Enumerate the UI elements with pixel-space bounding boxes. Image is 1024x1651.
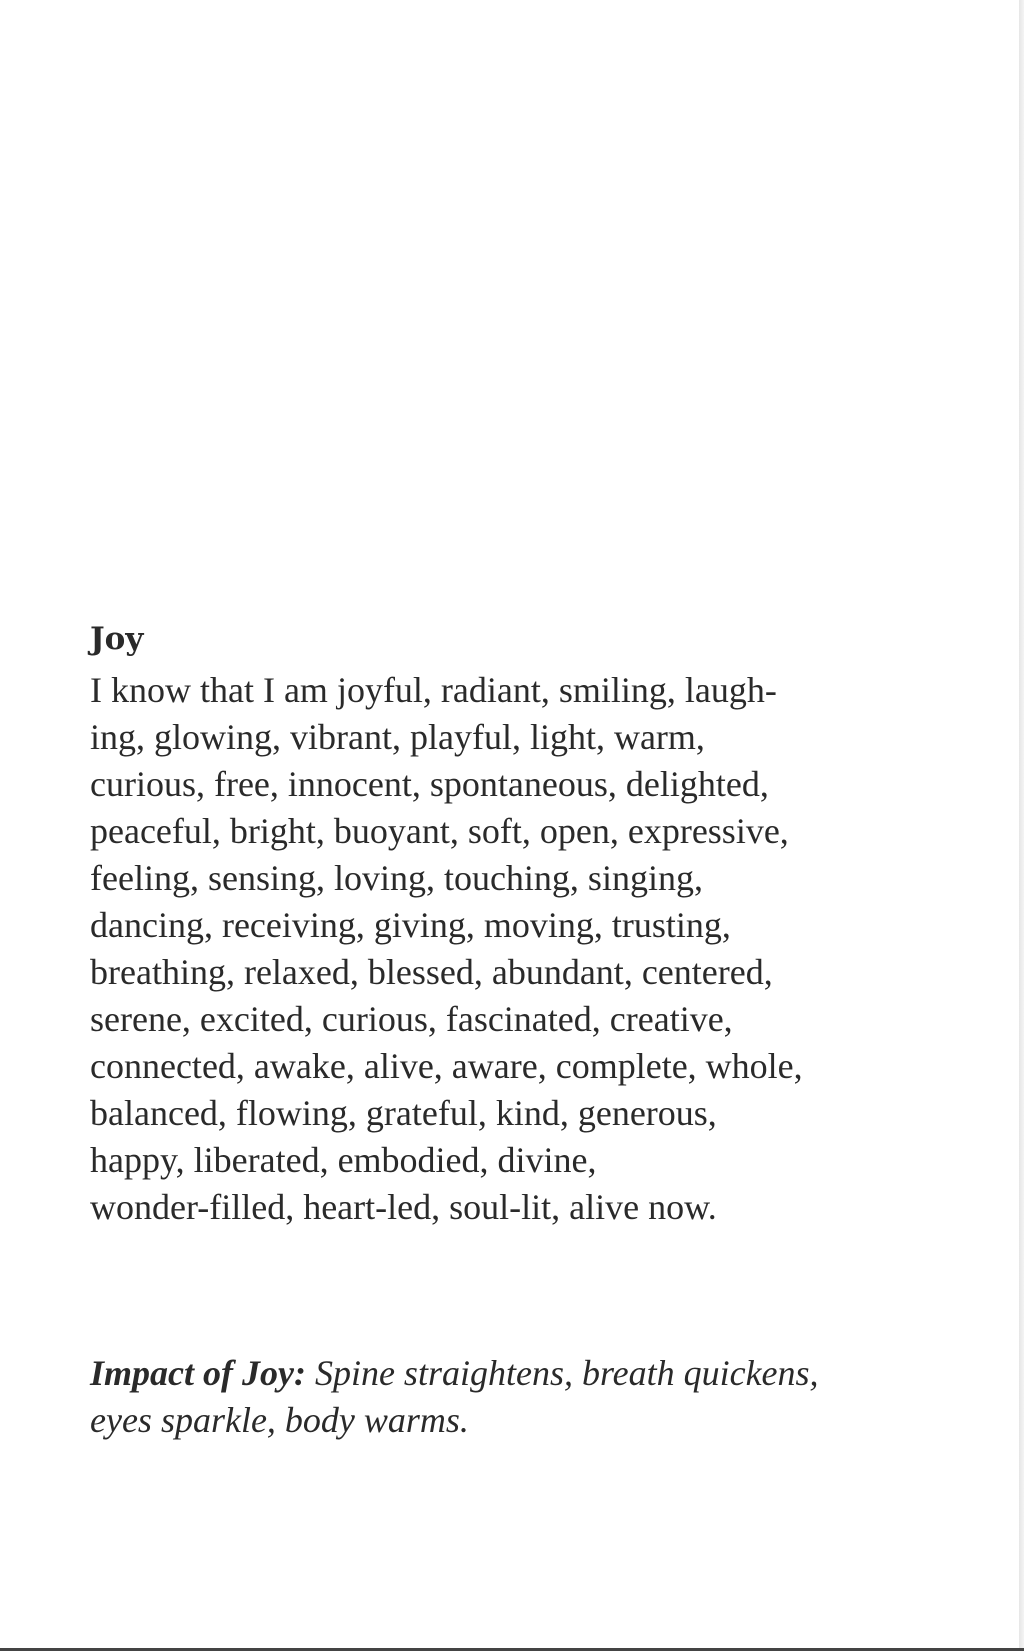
section-heading: Joy [90,621,144,657]
impact-text: Spine straightens, breath quickens, eyes sparkle, body warms. [90,1353,819,1440]
joy-section [90,617,950,1231]
section-body: I know that I am joyful, radiant, smiling, laugh- ing, glowing, vibrant, playful, light, warm, curious, free, innocent, spontaneous, delighted, peaceful, bright, buoyant, soft, open, expressive, feeling, sensing, loving, touching, singing, dancing, receiving, giving, moving, trusting, breathing, relaxed, blessed, abundant, centered, serene, excited, curious, fascinated, creative, connected, awake, alive, aware, complete, whole, balanced, flowing, grateful, kind, generous, happy, liberated, embodied, divine, wonder-filled, heart-led, soul-lit, alive now. [90,670,803,1227]
impact-label: Impact of Joy: [90,1353,306,1393]
impact-note [90,1350,950,1444]
page-edge-right [1019,0,1024,1651]
